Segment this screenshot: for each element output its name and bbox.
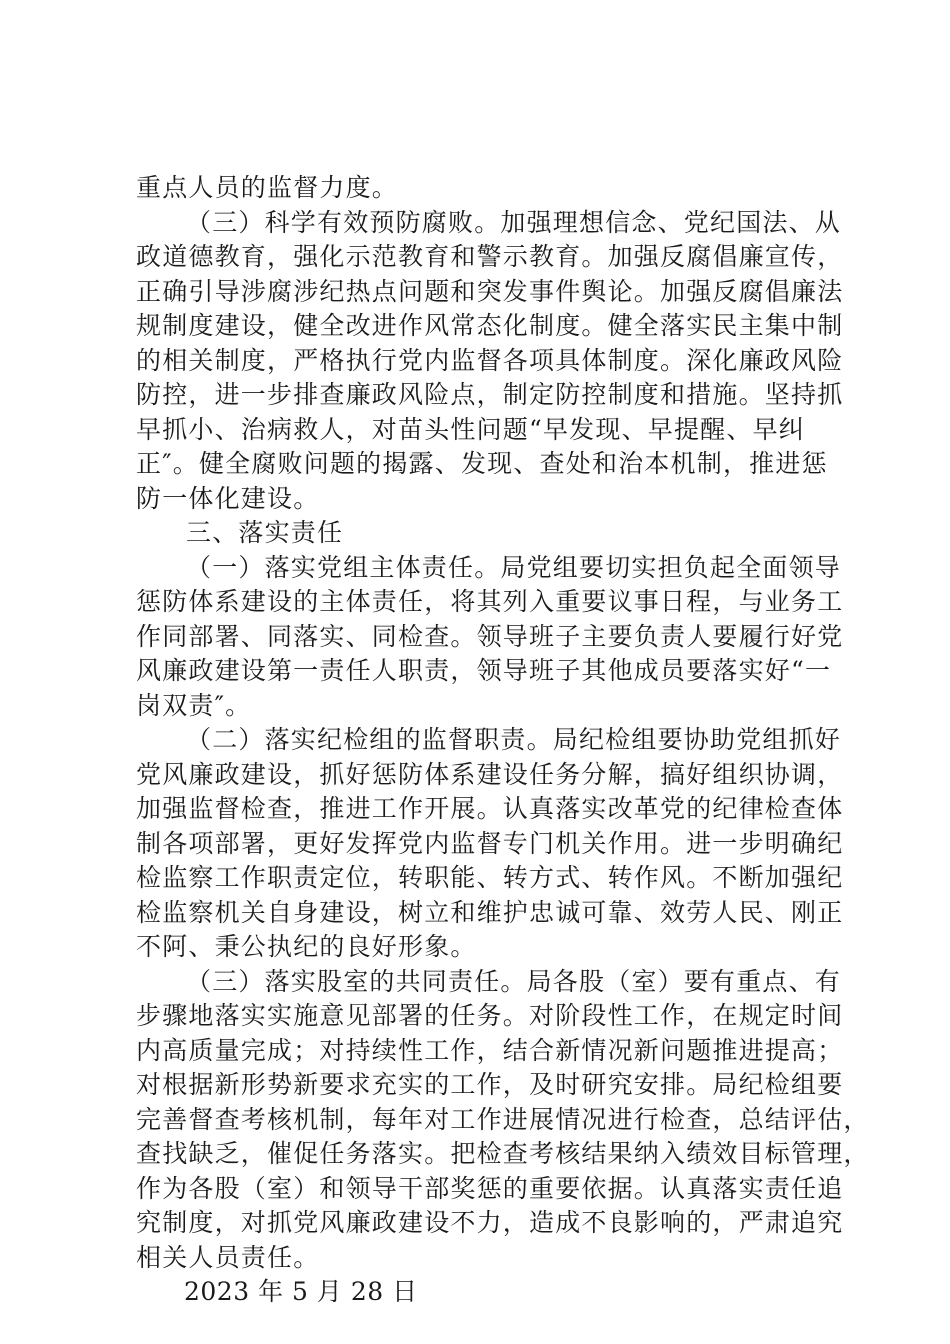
text-line: 党风廉政建设，抓好惩防体系建设任务分解，搞好组织协调，	[136, 759, 844, 789]
text-line: 作为各股（室）和领导干部奖惩的重要依据。认真落实责任追	[136, 1173, 844, 1203]
text-line: 相关人员责任。	[136, 1242, 320, 1272]
text-line: 规制度建设，健全改进作风常态化制度。健全落实民主集中制	[136, 311, 844, 340]
document-date: 2023 年 5 月 28 日	[184, 1277, 418, 1306]
text-line: 防控，进一步排查廉政风险点，制定防控制度和措施。坚持抓	[136, 380, 844, 409]
text-line: 重点人员的监督力度。	[136, 173, 399, 202]
text-line: 早抓小、治病救人，对苗头性问题“早发现、早提醒、早纠	[136, 414, 805, 444]
text-line: 制各项部署，更好发挥党内监督专门机关作用。进一步明确纪	[136, 828, 844, 858]
paragraph-start-line: （二）落实纪检组的监督职责。局纪检组要协助党组抓好	[186, 725, 842, 754]
document-body	[136, 171, 870, 1310]
text-line: 检监察工作职责定位，转职能、转方式、转作风。不断加强纪	[136, 863, 844, 892]
text-line: 加强监督检查，推进工作开展。认真落实改革党的纪律检查体	[136, 794, 844, 823]
text-line: 的相关制度，严格执行党内监督各项具体制度。深化廉政风险	[136, 345, 844, 375]
text-line: 步骤地落实实施意见部署的任务。对阶段性工作，在规定时间	[136, 1001, 844, 1030]
text-line: 检监察机关自身建设，树立和维护忠诚可靠、效劳人民、刚正	[136, 897, 844, 927]
paragraph-start-line: （三）科学有效预防腐败。加强理想信念、党纪国法、从	[186, 207, 842, 237]
text-line: 惩防体系建设的主体责任，将其列入重要议事日程，与业务工	[136, 587, 844, 616]
text-line: 防一体化建设。	[136, 483, 320, 513]
text-line: 风廉政建设第一责任人职责，领导班子其他成员要落实好“一	[136, 656, 832, 685]
text-line: 作同部署、同落实、同检查。领导班子主要负责人要履行好党	[136, 621, 844, 651]
text-line: 岗双责″。	[136, 690, 252, 720]
text-line: 不阿、秉公执纪的良好形象。	[136, 932, 477, 961]
paragraph-start-line: （一）落实党组主体责任。局党组要切实担负起全面领导	[186, 552, 842, 582]
text-line: 内高质量完成；对持续性工作，结合新情况新问题推进提高；	[136, 1035, 844, 1065]
text-line: 政道德教育，强化示范教育和警示教育。加强反腐倡廉宣传，	[136, 242, 844, 271]
text-line: 正″。健全腐败问题的揭露、发现、查处和治本机制，推进惩	[136, 449, 828, 478]
text-line: 究制度，对抓党风廉政建设不力，造成不良影响的，严肃追究	[136, 1208, 844, 1237]
text-line: 正确引导涉腐涉纪热点问题和突发事件舆论。加强反腐倡廉法	[136, 276, 844, 306]
text-line: 查找缺乏，催促任务落实。把检查考核结果纳入绩效目标管理，	[136, 1139, 870, 1168]
paragraph-start-line: （三）落实股室的共同责任。局各股（室）要有重点、有	[186, 966, 842, 996]
text-line: 完善督查考核机制，每年对工作进展情况进行检查，总结评估，	[136, 1104, 870, 1134]
section-heading: 三、落实责任	[186, 518, 344, 547]
text-line: 对根据新形势新要求充实的工作，及时研究安排。局纪检组要	[136, 1070, 844, 1099]
